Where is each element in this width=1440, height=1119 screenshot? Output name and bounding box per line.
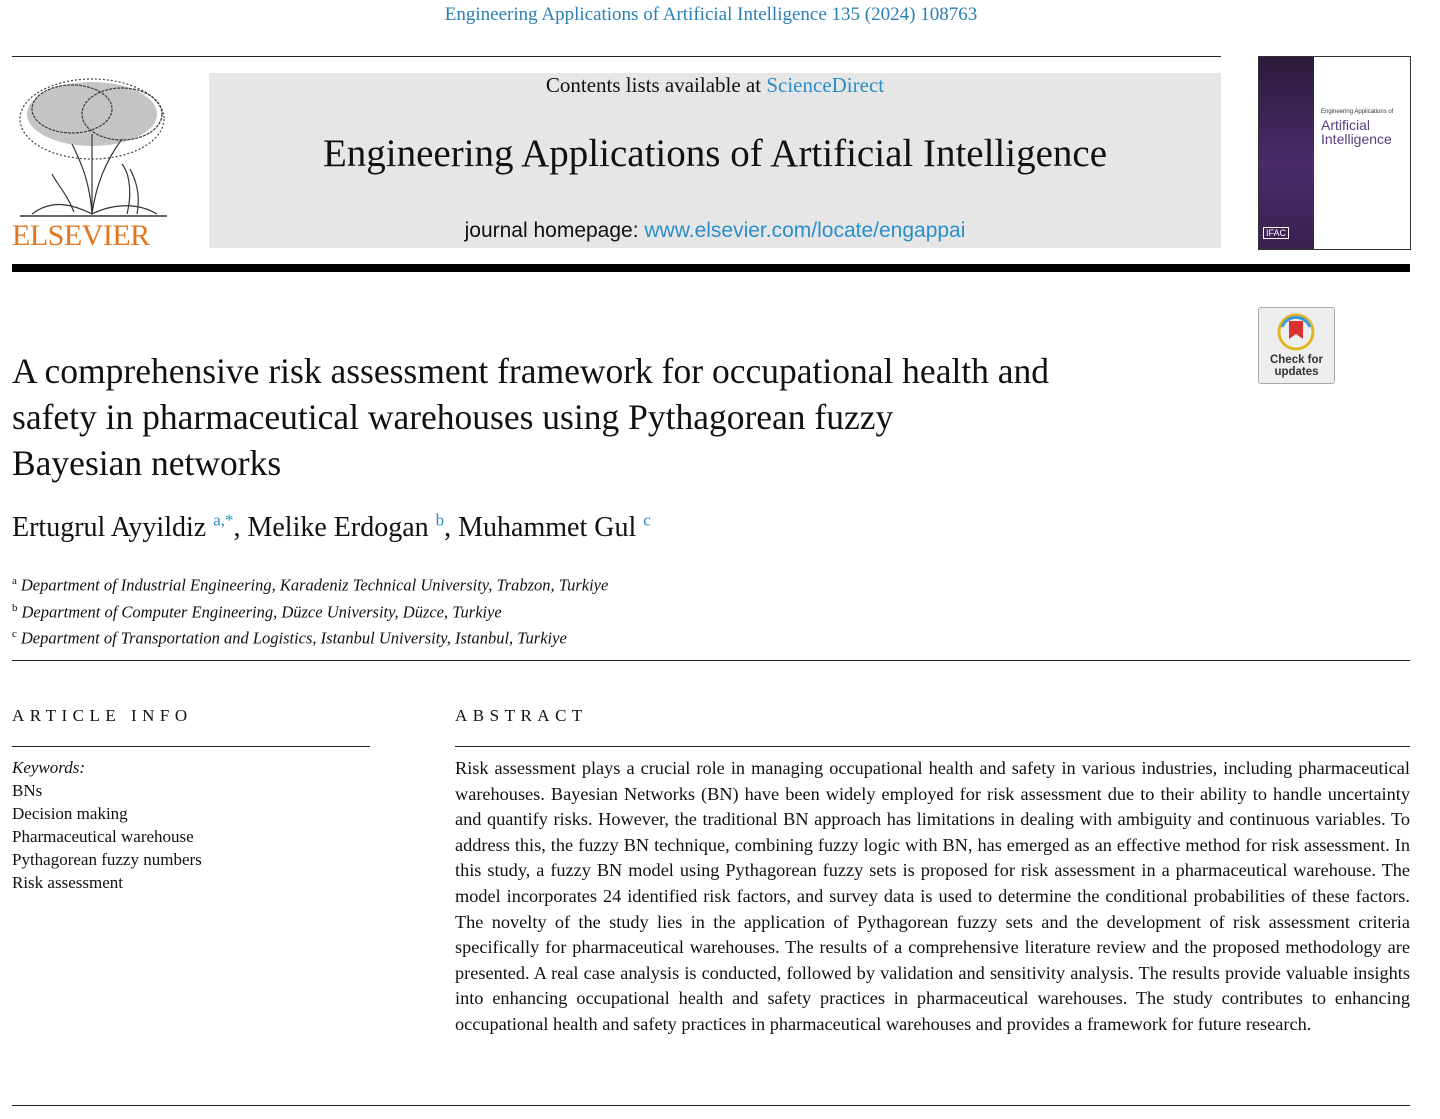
article-title: [12, 348, 1212, 486]
affiliation-text: Department of Industrial Engineering, Karadeniz Technical University, Trabzon, Turkiye: [20, 575, 609, 595]
keyword-item: Decision making: [12, 804, 128, 823]
keyword-item: Risk assessment: [12, 873, 123, 892]
keyword-item: Pythagorean fuzzy numbers: [12, 850, 202, 869]
check-updates-label: [1259, 354, 1334, 378]
author-affiliation-ref[interactable]: c: [643, 510, 651, 530]
author-name[interactable]: Muhammet Gul: [458, 512, 637, 543]
title-line-3: Bayesian networks: [12, 443, 282, 483]
journal-homepage-link[interactable]: www.elsevier.com/locate/engappai: [644, 219, 966, 242]
journal-citation-link[interactable]: Engineering Applications of Artificial Intelligence 135 (2024) 108763: [444, 4, 978, 25]
cover-title: Artificial Intelligence: [1321, 117, 1392, 147]
affiliation-item: [12, 597, 608, 624]
journal-masthead: [209, 73, 1221, 248]
author-affiliation-ref[interactable]: a,*: [213, 510, 234, 530]
keyword-item: BNs: [12, 781, 43, 800]
title-line-2: safety in pharmaceutical warehouses using Pythagorean fuzzy: [12, 397, 894, 437]
affiliations: [12, 570, 608, 650]
cover-small-title: Engineering Applications of: [1321, 109, 1394, 115]
check-updates-line2: updates: [1274, 366, 1319, 378]
keywords-label: Keywords:: [12, 758, 86, 777]
header-thick-divider: [12, 264, 1410, 272]
author-name[interactable]: Melike Erdogan: [247, 512, 429, 543]
article-info-divider: [12, 746, 370, 747]
author-list: Ertugrul Ayyildiz $^{a,*}$, Melike Erdogan $^b$, Muhammet Gul $^c$: [12, 510, 651, 543]
author-affiliation-ref[interactable]: b: [435, 510, 445, 530]
sciencedirect-link[interactable]: ScienceDirect: [766, 73, 885, 97]
elsevier-wordmark: ELSEVIER: [12, 219, 150, 252]
check-updates-line1: Check for: [1269, 354, 1324, 366]
affiliation-key: b: [12, 601, 18, 614]
keyword-item: Pharmaceutical warehouse: [12, 827, 194, 846]
section-divider: [12, 660, 1410, 661]
affiliation-text: Department of Transportation and Logistics, Istanbul University, Istanbul, Turkiye: [20, 628, 567, 648]
cover-band: [1259, 57, 1314, 249]
contents-prefix: Contents lists available at: [545, 73, 767, 97]
homepage-line: [209, 219, 1221, 243]
check-for-updates-button[interactable]: [1258, 307, 1335, 384]
affiliation-text: Department of Computer Engineering, Düzce University, Düzce, Turkiye: [21, 602, 502, 621]
affiliation-key: a: [12, 575, 17, 587]
affiliation-item: [12, 623, 608, 650]
author-name[interactable]: Ertugrul Ayyildiz: [12, 512, 207, 543]
contents-line: [209, 73, 1221, 98]
bottom-divider: [12, 1105, 1410, 1106]
affiliation-key: c: [12, 628, 17, 640]
title-line-1: A comprehensive risk assessment framework for occupational health and: [12, 351, 1050, 391]
journal-cover-thumbnail[interactable]: [1258, 56, 1411, 250]
top-divider: [12, 56, 1221, 57]
homepage-prefix: journal homepage:: [464, 219, 645, 242]
keywords-block: [12, 756, 202, 894]
affiliation-item: [12, 570, 608, 597]
abstract-divider: [455, 746, 1410, 747]
abstract-heading: ABSTRACT: [455, 706, 588, 725]
article-info-heading: ARTICLE INFO: [12, 706, 193, 725]
check-updates-icon: [1276, 311, 1316, 351]
journal-title: Engineering Applications of Artificial Intelligence: [322, 132, 1108, 175]
cover-ifac-logo: IFAC: [1263, 227, 1289, 239]
abstract-text: Risk assessment plays a crucial role in managing occupational health and safety in various industries, including pharmaceutical warehouses. Bayesian Networks (BN) have been widely employed for risk assessment due to their ability to handle uncertainty and quantify risks. However, the traditional BN approach has limitations in dealing with ambiguity and continuous variables. To address this, the fuzzy BN technique, combining fuzzy logic with BN, has emerged as an effective method for risk assessment. In this study, a fuzzy BN model using Pythagorean fuzzy sets is proposed for risk assessment in a pharmaceutical warehouse. The model incorporates 24 identified risk factors, and survey data is used to determine the conditional probabilities of these factors. The novelty of the study lies in the application of Pythagorean fuzzy sets and the development of risk assessment criteria specifically for pharmaceutical warehouses. The results of a comprehensive literature review and the proposed methodology are presented. A real case analysis is conducted, followed by validation and sensitivity analysis. The results provide valuable insights into enhancing occupational health and safety practices in pharmaceutical warehouses. The study contributes to enhancing occupational health and safety practices in pharmaceutical warehouses and provides a framework for future research.: [455, 758, 1410, 1034]
